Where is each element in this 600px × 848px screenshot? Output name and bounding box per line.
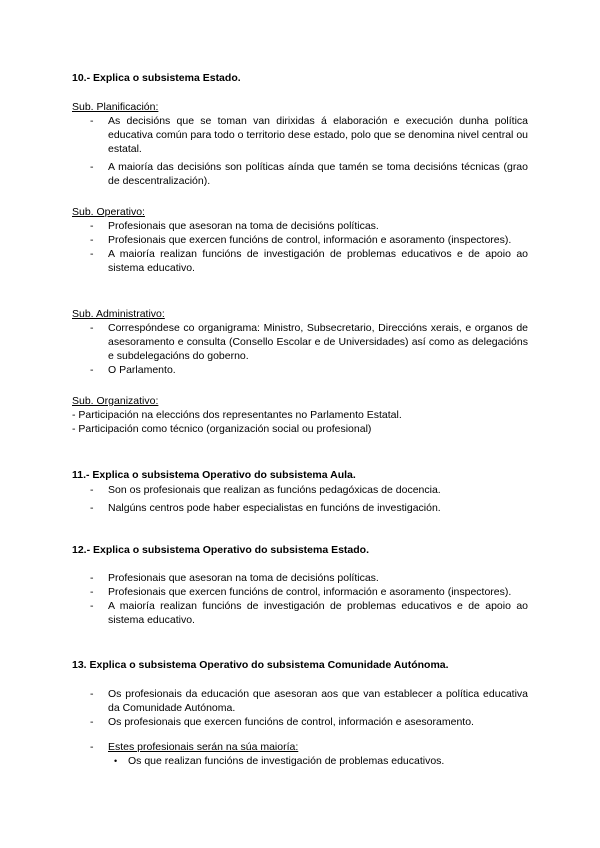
question-12-list — [72, 571, 528, 627]
sub-organizativo-heading: Sub. Organizativo: — [72, 395, 159, 407]
question-12-body — [72, 571, 528, 627]
list-item: - Profesionais que exercen funcións de control, información e asoramento (inspectores). — [72, 585, 528, 599]
administrativo-list — [72, 321, 528, 377]
question-11-title: 11.- Explica o subsistema Operativo do subsistema Aula. — [72, 469, 356, 481]
question-12-title: 12.- Explica o subsistema Operativo do subsistema Estado. — [72, 544, 370, 556]
list-item: - A maioría das decisións son políticas aínda que tamén se toma decisións técnicas (grao de descentralización). — [72, 160, 528, 188]
sub-administrativo-section — [72, 307, 528, 377]
sub-operativo-heading: Sub. Operativo: — [72, 206, 145, 218]
list-item: - A maioría realizan funcións de investigación de problemas educativos e de apoio ao sistema educativo. — [72, 599, 528, 627]
list-item: - Son os profesionais que realizan as funcións pedagóxicas de docencia. — [72, 483, 528, 497]
underlined-item-text: Estes profesionais serán na súa maioría: — [108, 741, 299, 753]
planificacion-list — [72, 114, 528, 188]
list-item: - Profesionais que asesoran na toma de decisións políticas. — [72, 571, 528, 585]
organizativo-line: - Participación como técnico (organización social ou profesional) — [72, 423, 372, 435]
question-13-title: 13. Explica o subsistema Operativo do subsistema Comunidade Autónoma. — [72, 659, 449, 671]
bullet-item: • Os que realizan funcións de investigación de problemas educativos. — [72, 754, 528, 768]
sub-operativo-section — [72, 205, 528, 275]
question-11-list — [72, 483, 528, 515]
list-item: - Os profesionais que exercen funcións de control, información e asesoramento. — [72, 715, 528, 729]
list-item: - A maioría realizan funcións de investigación de problemas educativos e de apoio ao sistema educativo. — [72, 247, 528, 275]
list-item: - Profesionais que asesoran na toma de decisións políticas. — [72, 219, 528, 233]
organizativo-line: - Participación na eleccións dos representantes no Parlamento Estatal. — [72, 409, 402, 421]
list-item: - Profesionais que exercen funcións de control, información e asoramento (inspectores). — [72, 233, 528, 247]
sub-organizativo-section — [72, 394, 528, 436]
list-item: - Correspóndese co organigrama: Ministro, Subsecretario, Direccións xerais, e organos de asesoramento e consulta (Consello Escolar e de Universidades) así como as delegacións e subdelegacións do goberno. — [72, 321, 528, 363]
question-13-body — [72, 687, 528, 768]
list-item: - Nalgúns centros pode haber especialistas en funcións de investigación. — [72, 501, 528, 515]
question-13-sublist — [72, 754, 528, 768]
list-item: - Os profesionais da educación que asesoran aos que van establecer a política educativa da Comunidade Autónoma. — [72, 687, 528, 715]
list-item: - As decisións que se toman van dirixidas á elaboración e execución dunha política educativa común para todo o territorio dese estado, polo que se denomina nivel central ou estatal. — [72, 114, 528, 156]
operativo-list — [72, 219, 528, 275]
question-10-title: 10.- Explica o subsistema Estado. — [72, 72, 241, 84]
list-item: - O Parlamento. — [72, 363, 528, 377]
question-13-list — [72, 687, 528, 754]
question-11-body — [72, 483, 528, 515]
sub-planificacion-heading: Sub. Planificación: — [72, 101, 159, 113]
list-item-underlined — [72, 740, 528, 754]
sub-administrativo-heading: Sub. Administrativo: — [72, 308, 165, 320]
sub-planificacion-section — [72, 100, 528, 188]
